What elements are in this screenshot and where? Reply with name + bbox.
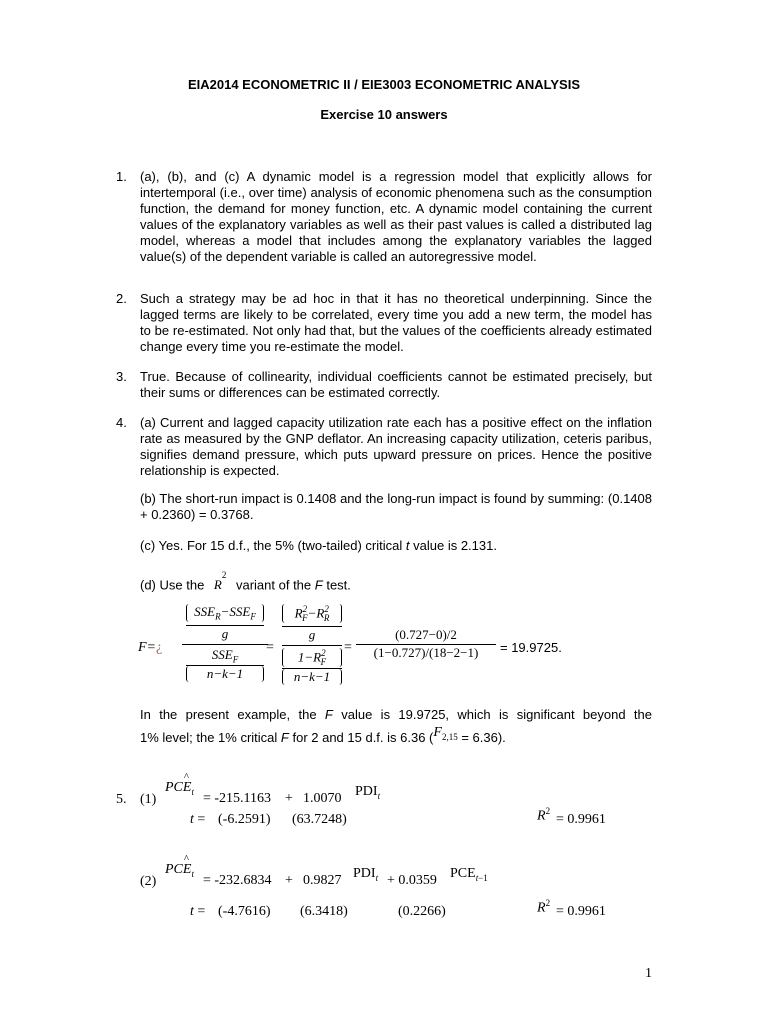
item-4b-text: (b) The short-run impact is 0.1408 and the long-run impact is found by summing: (0.1408 + 0.2360) = 0.3768. (140, 491, 652, 522)
item-4c-text: (c) Yes. For 15 d.f., the 5% (two-tailed) critical t value is 2.131. (140, 538, 497, 553)
formula-equals-2: = (344, 640, 352, 655)
document-subtitle: Exercise 10 answers (320, 107, 448, 122)
item-3-number: 3. (116, 369, 127, 384)
formula-fraction-sse: $SSE_R-SSE_F$ g $SSE_F$ n−k−1 (186, 604, 264, 682)
item-3-text: True. Because of collinearity, individual coefficients cannot be estimated precisely, but their sums or differences can be estimated correctly. (140, 369, 652, 400)
item-4-present-line1: In the present example, the F value is 19.9725, which is significant beyond the (140, 707, 653, 722)
eq2-var2: $PCE_{t-1}$ (450, 866, 488, 883)
eq1-r2: = 0.9961 (556, 812, 606, 827)
page-number: 1 (645, 966, 652, 981)
item-4a-text: (a) Current and lagged capacity utilization rate each has a positive effect on the inflation rate as measured by the GNP deflator. An increasing capacity utilization, ceteris paribus, signifies demand pressure, which puts upward pressure on prices. Hence the positive relationship is expected. (140, 415, 652, 478)
formula-fraction-r2: $R^2_F-R^2_R$ g $1-R^2_F$ n−k−1 (282, 604, 342, 685)
eq2-label: (2) (140, 874, 157, 889)
formula-result: = 19.9725. (500, 640, 562, 655)
item-2-number: 2. (116, 291, 127, 306)
item-2-text: Such a strategy may be ad hoc in that it has no theoretical underpinning. Since the lagged terms are likely to be correlated, every time you add a new term, the model has to be re-estimated. Not only had that, but the values of the coefficients already estimated change every time you re-estimate the model. (140, 291, 652, 354)
eq1-r2-symbol: $R^2$ (537, 806, 551, 824)
eq2-var: $PDI_t$ (353, 866, 379, 883)
r-squared-symbol: $R^2$ (213, 570, 227, 593)
item-4-number: 4. (116, 415, 127, 430)
eq1-intercept: = -215.1163 (203, 791, 272, 806)
item-1-number: 1. (116, 169, 127, 184)
eq2-t1: (-4.7616) (218, 904, 271, 919)
eq1-pce-hat: PC ^ $E_t$ (165, 771, 194, 797)
eq1-label: (1) (140, 792, 157, 807)
eq1-t1: (-6.2591) (218, 812, 271, 827)
eq2-plus: + (285, 873, 293, 888)
eq1-plus: + (285, 791, 293, 806)
eq2-t2: (6.3418) (300, 904, 348, 919)
item-5-number: 5. (116, 792, 127, 807)
eq2-plus2: + 0.0359 (387, 873, 437, 888)
eq1-t2: (63.7248) (292, 812, 347, 827)
item-1-text: (a), (b), and (c) A dynamic model is a regression model that explicitly allows for intertemporal (i.e., over time) analysis of economic phenomena such as the consumption function, the demand for money function, etc. A dynamic model containing the current values of the explanatory variables as well as their past values is called a distributed lag model, whereas a model that includes among the explanatory variables the lagged value(s) of the dependent variable is called an autoregressive model. (140, 169, 652, 264)
formula-fraction-numeric: (0.727−0)/2 (1−0.727)/(18−2−1) (356, 627, 496, 661)
document-title: EIA2014 ECONOMETRIC II / EIE3003 ECONOMETRIC ANALYSIS (187, 77, 581, 92)
eq2-r2-symbol: $R^2$ (537, 898, 551, 916)
formula-f-label: F=¿ (138, 640, 163, 655)
eq2-t-label: t = (190, 904, 206, 919)
formula-equals-1: = (266, 640, 274, 655)
eq2-t3: (0.2266) (398, 904, 446, 919)
eq2-r2: = 0.9961 (556, 904, 606, 919)
item-4-present-line2: 1% level; the 1% critical F for 2 and 15 d.f. is 6.36 $(F_{2,15} = 6.36)$. (140, 725, 506, 745)
eq2-intercept: = -232.6834 (203, 873, 272, 888)
f-critical-symbol: $F_{2,15}$ (433, 725, 458, 742)
eq1-coef: 1.0070 (303, 791, 342, 806)
eq1-t-label: t = (190, 812, 206, 827)
eq2-coef: 0.9827 (303, 873, 342, 888)
eq2-pce-hat: PC ^ $E_t$ (165, 853, 194, 879)
item-4d-text: (d) Use the $R^2$ variant of the F test. (140, 570, 351, 593)
eq1-var: $PDI_t$ (355, 784, 381, 801)
